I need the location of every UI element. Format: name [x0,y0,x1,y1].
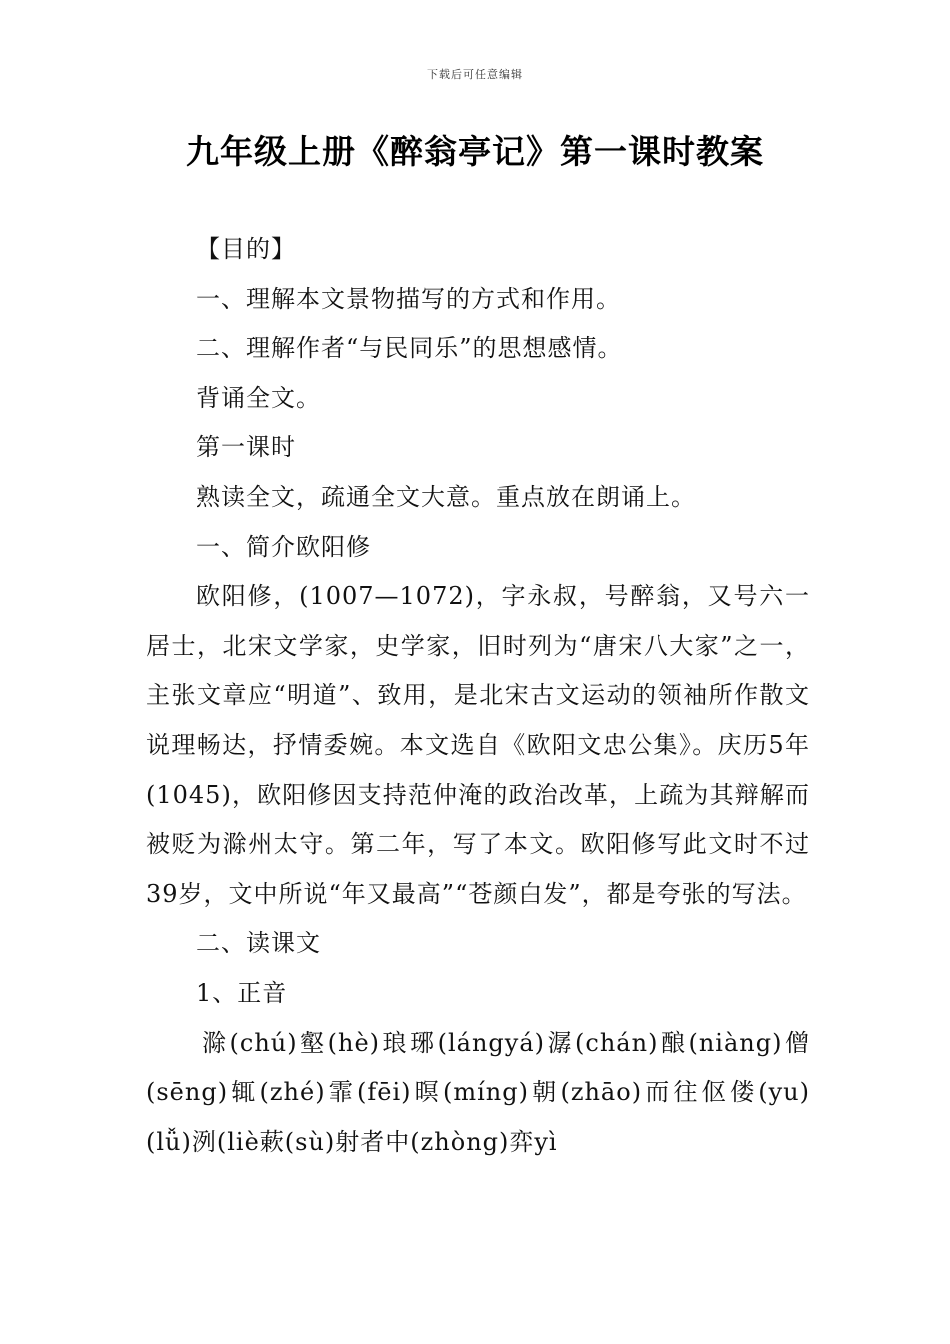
author-bio-paragraph: 欧阳修，(1007—1072)，字永叔，号醉翁，又号六一居士，北宋文学家，史学家，旧时列为“唐宋八大家”之一，主张文章应“明道”、致用，是北宋古文运动的领袖所作散文说理畅达，抒情委婉。本文选自《欧阳文忠公集》。庆历5年(1045)，欧阳修因支持范仲淹的政治改革，上疏为其辩解而被贬为滁州太守。第二年，写了本文。欧阳修写此文时不过39岁，文中所说“年又最高”“苍颜白发”，都是夸张的写法。 [146,582,810,908]
section-heading-reading: 二、读课文 [196,929,321,958]
header-note: 下载后可任意编辑 [427,68,523,81]
lesson-label: 第一课时 [196,433,296,462]
subsection-pronunciation: 1、正音 [196,978,288,1007]
objective-item-1: 一、理解本文景物描写的方式和作用。 [196,284,621,313]
document-body [146,225,810,1167]
page-title: 九年级上册《醉翁亭记》第一课时教案 [186,132,764,171]
pronunciation-list: 滁(chú)壑(hè)琅琊(lángyá)潺(chán)酿(niàng)僧(sēng)辄(zhé)霏(fēi)暝(míng)朝(zhāo)而往伛偻(yu)(lǚ)洌(liè蔌(sù)射者中(zhòng)弈yì [146,1028,810,1156]
lesson-goal: 熟读全文，疏通全文大意。重点放在朗诵上。 [196,482,696,511]
objective-item-3: 背诵全文。 [196,383,321,412]
section-heading-author: 一、简介欧阳修 [196,532,371,561]
objective-item-2: 二、理解作者“与民同乐”的思想感情。 [196,334,623,363]
section-heading-objectives: 【目的】 [196,235,296,263]
